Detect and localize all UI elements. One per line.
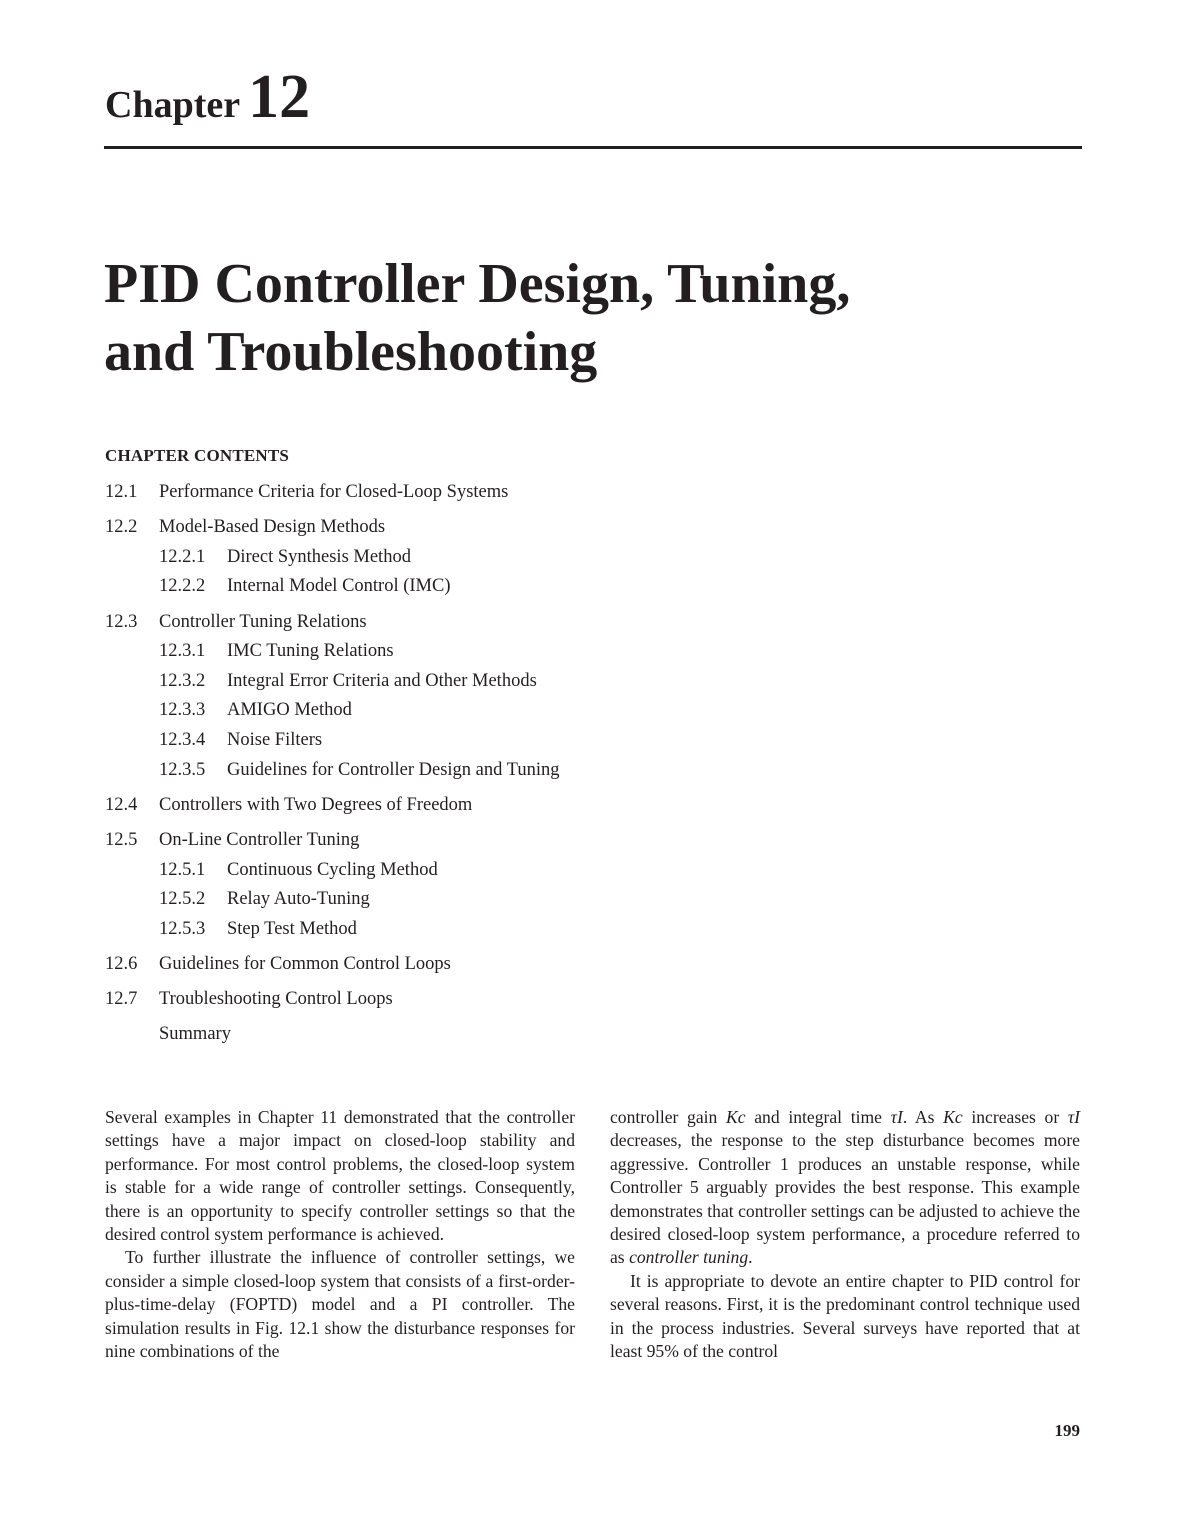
contents-item [105,756,805,786]
contents-item-label: Relay Auto-Tuning [227,889,370,910]
contents-item [105,826,805,856]
chapter-title-line-2: and Troubleshooting [104,321,598,383]
chapter-rule [104,146,1082,149]
contents-item-label: Guidelines for Common Control Loops [159,953,451,974]
contents-item [105,637,805,667]
contents-item-label: Noise Filters [227,729,323,750]
contents-item [105,572,805,602]
contents-item-label: AMIGO Method [227,700,352,721]
text-run: and integral time [745,1107,891,1127]
contents-item-number: 12.3.2 [159,670,206,691]
contents-item-label: IMC Tuning Relations [227,641,394,662]
page-number: 199 [1054,1421,1080,1440]
contents-item-label: Direct Synthesis Method [227,546,411,567]
contents-item-label: Step Test Method [227,918,357,939]
contents-item [105,726,805,756]
contents-item-label: On-Line Controller Tuning [159,829,360,850]
integral-time-symbol: τI [890,1107,903,1127]
text-run: controller gain [610,1107,727,1127]
text-run: increases or [962,1107,1068,1127]
contents-item [105,950,805,980]
contents-item [105,478,805,508]
text-run: decreases, the response to the step disturbance becomes more aggressive. Controller 1 produces an unstable response, while Controller 5 arguably provides the best response. This example demonstrates that controller settings can be adjusted to achieve the desired closed-loop system performance, a procedure referred to as [610,1130,1080,1268]
contents-item-number: 12.5 [105,829,138,850]
contents-item [105,608,805,638]
contents-item-label: Guidelines for Controller Design and Tuning [227,759,560,780]
contents-item-label: Internal Model Control (IMC) [227,576,451,597]
contents-item [105,885,805,915]
right-column [610,1106,1080,1363]
contents-item-number: 12.3.1 [159,641,206,662]
left-column [105,1106,575,1363]
integral-time-symbol: τI [1067,1107,1080,1127]
contents-item-number: 12.3 [105,611,138,632]
contents-item-number: 12.4 [105,794,138,815]
contents-item-number: 12.6 [105,953,138,974]
contents-item-number: 12.5.3 [159,918,206,939]
chapter-title [104,250,1094,386]
contents-item-label: Controllers with Two Degrees of Freedom [159,794,473,815]
contents-item [105,791,805,821]
contents-item-label: Performance Criteria for Closed-Loop Systems [159,482,509,502]
contents-item-number: 12.2.1 [159,546,206,567]
contents-list [105,478,805,1050]
contents-item-number: 12.3.5 [159,759,206,780]
contents-item [105,543,805,573]
chapter-title-line-1: PID Controller Design, Tuning, [104,253,851,315]
contents-item-number: 12.3.4 [159,729,206,750]
chapter-word: Chapter [105,84,241,126]
contents-item [105,856,805,886]
contents-item-number: 12.1 [105,482,138,502]
paragraph [610,1106,1080,1270]
contents-item [105,513,805,543]
paragraph: To further illustrate the influence of controller settings, we consider a simple closed-loop system that consists of a first-order-plus-time-delay (FOPTD) model and a PI controller. The simulation results in Fig. 12.1 show the disturbance responses for nine combinations of the [105,1247,575,1362]
paragraph: It is appropriate to devote an entire chapter to PID control for several reasons. First, it is the predominant control technique used in the process industries. Several surveys have reported that at least 95% of the control [610,1270,1080,1362]
key-term: controller tuning [629,1247,749,1268]
text-run: . As [902,1107,944,1127]
contents-item [105,915,805,945]
controller-gain-symbol: Kc [726,1107,746,1127]
contents-item-label: Continuous Cycling Method [227,859,438,880]
contents-item-number: 12.2.2 [159,576,206,597]
controller-gain-symbol: Kc [943,1107,963,1127]
contents-item [105,985,805,1015]
chapter-label [105,62,310,133]
contents-item [105,1020,805,1050]
contents-item-label: Controller Tuning Relations [159,611,367,632]
contents-item-label: Troubleshooting Control Loops [159,989,393,1010]
text-run: . [748,1247,753,1268]
contents-item-label: Integral Error Criteria and Other Methods [227,670,537,691]
contents-item-label: Model-Based Design Methods [159,517,386,538]
contents-item-number: 12.5.1 [159,859,206,880]
contents-item [105,696,805,726]
chapter-number: 12 [248,63,311,131]
paragraph: Several examples in Chapter 11 demonstrated that the controller settings have a major impact on closed-loop stability and performance. For most control problems, the closed-loop system is stable for a wide range of controller settings. Consequently, there is an opportunity to specify controller settings so that the desired control system performance is achieved. [105,1107,575,1245]
contents-item-label: Summary [159,1024,231,1045]
contents-heading: CHAPTER CONTENTS [105,446,290,465]
contents-item-number: 12.7 [105,989,138,1010]
contents-item-number: 12.2 [105,517,138,538]
contents-item-number: 12.3.3 [159,700,206,721]
contents-item-number: 12.5.2 [159,889,206,910]
contents-item [105,667,805,697]
